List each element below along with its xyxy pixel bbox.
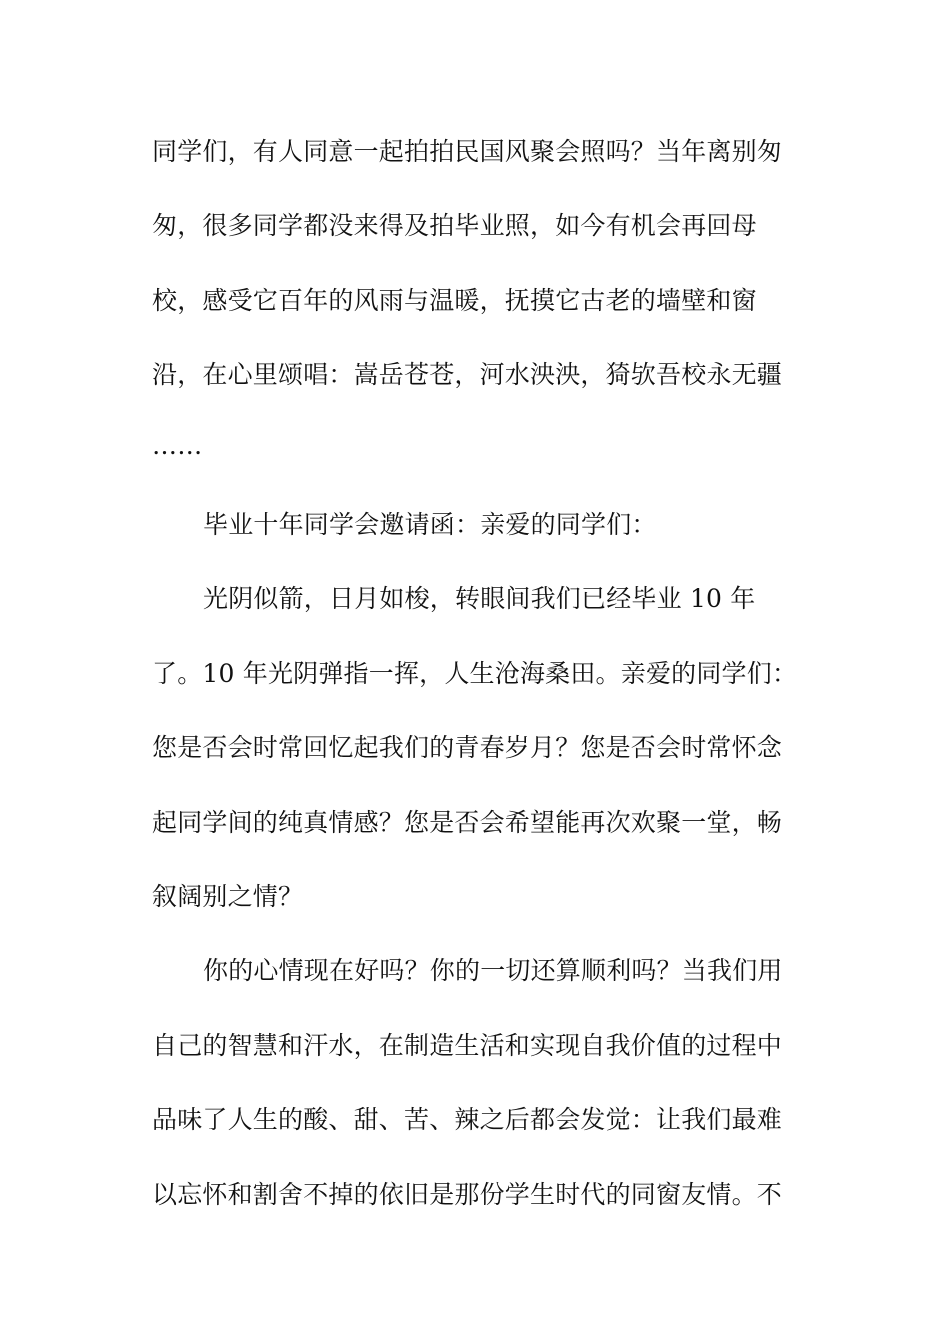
- text-line: 你的心情现在好吗？你的一切还算顺利吗？当我们用: [203, 956, 783, 985]
- text-line: 匆，很多同学都没来得及拍毕业照，如今有机会再回母: [152, 211, 757, 240]
- text-line: 了。10 年光阴弹指一挥，人生沧海桑田。亲爱的同学们：: [152, 659, 798, 688]
- text-line: 品味了人生的酸、甜、苦、辣之后都会发觉：让我们最难: [152, 1105, 783, 1134]
- text-line: 沿，在心里颂唱：嵩岳苍苍，河水泱泱，猗欤吾校永无疆: [152, 360, 783, 389]
- text-line: 叙阔别之情？: [152, 882, 304, 911]
- text-line: 光阴似箭，日月如梭，转眼间我们已经毕业 10 年: [203, 584, 756, 613]
- text-line: 以忘怀和割舍不掉的依旧是那份学生时代的同窗友情。不: [152, 1180, 783, 1209]
- text-line: 自己的智慧和汗水，在制造生活和实现自我价值的过程中: [152, 1031, 783, 1060]
- text-line: 校，感受它百年的风雨与温暖，抚摸它古老的墙壁和窗: [152, 286, 757, 315]
- text-line: 您是否会时常回忆起我们的青春岁月？您是否会时常怀念: [152, 733, 783, 762]
- paragraph-heading: 毕业十年同学会邀请函：亲爱的同学们：: [203, 510, 657, 539]
- text-line: ……: [152, 431, 203, 460]
- text-line: 起同学间的纯真情感？您是否会希望能再次欢聚一堂，畅: [152, 808, 783, 837]
- text-line: 同学们，有人同意一起拍拍民国风聚会照吗？当年离别匆: [152, 137, 783, 166]
